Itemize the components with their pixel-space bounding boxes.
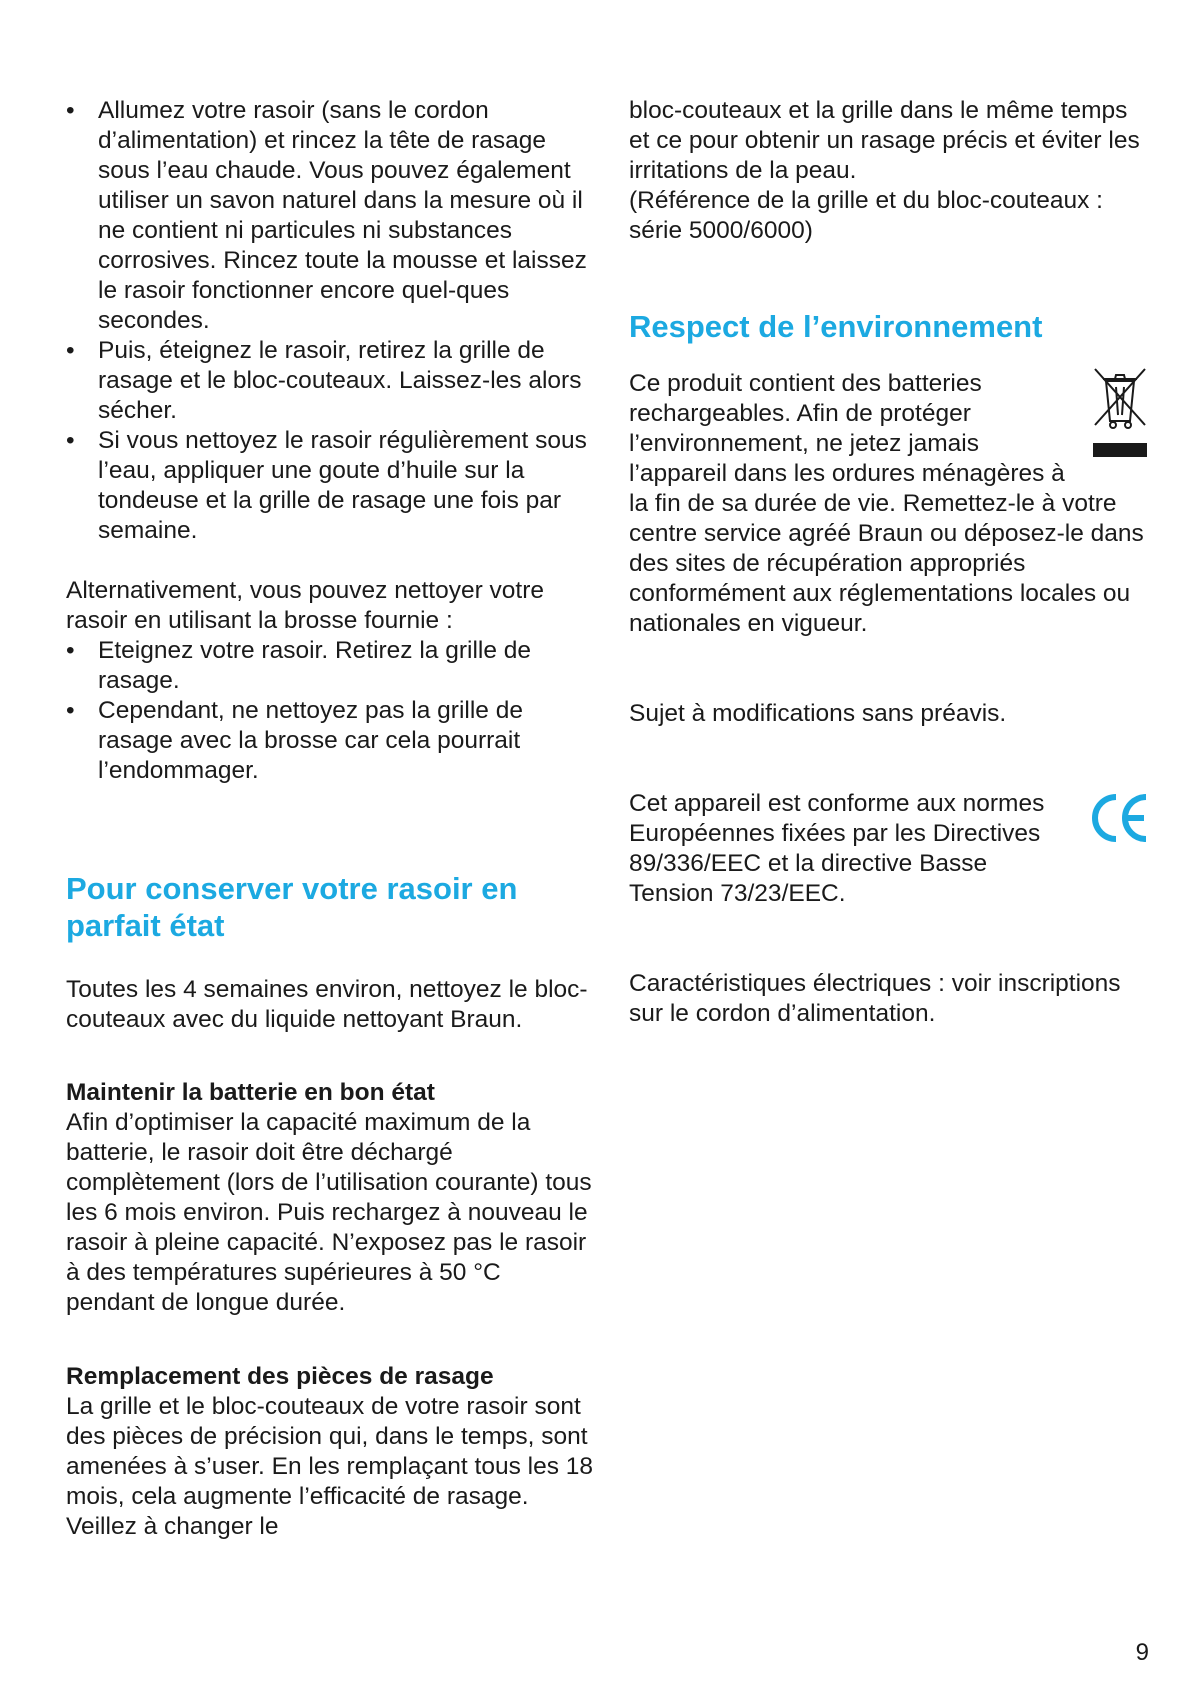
spacer xyxy=(66,786,596,870)
left-column xyxy=(66,96,596,1542)
replacement-subheading: Remplacement des pièces de rasage xyxy=(66,1363,494,1390)
spacer xyxy=(629,909,1149,969)
electrical-text: Caractéristiques électriques : voir inscriptions sur le cordon d’alimentation. xyxy=(629,970,1121,1027)
list-item: • Si vous nettoyez le rasoir régulièrement sous l’eau, appliquer une goute d’huile sur la tondeuse et la grille de rasage une fois par semaine. xyxy=(66,426,596,546)
spacer xyxy=(66,1318,596,1362)
environment-heading: Respect de l’environnement xyxy=(629,309,1043,344)
spacer xyxy=(66,1035,596,1078)
brush-intro: Alternativement, vous pouvez nettoyer votre rasoir en utilisant la brosse fournie : xyxy=(66,577,545,634)
ce-mark-icon xyxy=(1089,789,1149,847)
list-item: • Eteignez votre rasoir. Retirez la grille de rasage. xyxy=(66,636,596,696)
environment-block xyxy=(629,369,1149,639)
conformity-text: Cet appareil est conforme aux normes Européennes fixées par les Directives 89/336/EEC et la directive Basse Tension 73/23/EEC. xyxy=(629,790,1045,907)
page-number: 9 xyxy=(1135,1639,1149,1666)
right-column xyxy=(629,96,1149,1029)
spacer xyxy=(66,944,596,975)
replacement-text: La grille et le bloc-couteaux de votre rasoir sont des pièces de précision qui, dans le temps, sont amenées à s’user. En les remplaçant tous les 18 mois, cela augmente l’efficacité de rasage. Veillez à changer le xyxy=(66,1393,594,1540)
change-notice: Sujet à modifications sans préavis. xyxy=(629,700,1007,727)
conformity-block xyxy=(629,789,1149,909)
maintenance-text: Toutes les 4 semaines environ, nettoyez le bloc-couteaux avec du liquide nettoyant Braun. xyxy=(66,976,588,1033)
list-item: • Cependant, ne nettoyez pas la grille de rasage avec la brosse car cela pourrait l’endommager. xyxy=(66,696,596,786)
part-reference-text: (Référence de la grille et du bloc-couteaux : série 5000/6000) xyxy=(629,187,1103,244)
list-item: • Puis, éteignez le rasoir, retirez la grille de rasage et le bloc-couteaux. Laissez-les alors sécher. xyxy=(66,336,596,426)
spacer xyxy=(629,345,1149,369)
spacer xyxy=(629,246,1149,308)
environment-text: Ce produit contient des batteries rechargeables. Afin de protéger l’environnement, ne jetez jamais l’appareil dans les ordures ménagères à la fin de sa durée de vie. Remettez-le à votre centre service agréé Braun ou déposez-le dans des sites de récupération appropriés conformément aux réglementations locales ou nationales en vigueur. xyxy=(629,370,1144,637)
spacer xyxy=(629,639,1149,699)
rinse-steps-list xyxy=(66,96,596,546)
battery-subheading: Maintenir la batterie en bon état xyxy=(66,1079,435,1106)
brush-steps-list xyxy=(66,636,596,786)
spacer xyxy=(66,546,596,576)
maintenance-heading: Pour conserver votre rasoir en parfait état xyxy=(66,871,518,943)
spacer xyxy=(629,729,1149,789)
battery-text: Afin d’optimiser la capacité maximum de la batterie, le rasoir doit être déchargé complètement (lors de l’utilisation courante) tous les 6 mois environ. Puis rechargez à nouveau le rasoir à pleine capacité. N’exposez pas le rasoir à des températures supérieures à 50 °C pendant de longue durée. xyxy=(66,1109,592,1316)
list-item: • Allumez votre rasoir (sans le cordon d’alimentation) et rincez la tête de rasage sous l’eau chaude. Vous pouvez également utiliser un savon naturel dans la mesure où il ne contient ni particules ni substances corrosives. Rincez toute la mousse et laissez le rasoir fonctionner encore quel-ques secondes. xyxy=(66,96,596,336)
replacement-continued-text: bloc-couteaux et la grille dans le même temps et ce pour obtenir un rasage précis et éviter les irritations de la peau. xyxy=(629,97,1140,184)
crossed-out-bin-icon xyxy=(1091,367,1149,463)
